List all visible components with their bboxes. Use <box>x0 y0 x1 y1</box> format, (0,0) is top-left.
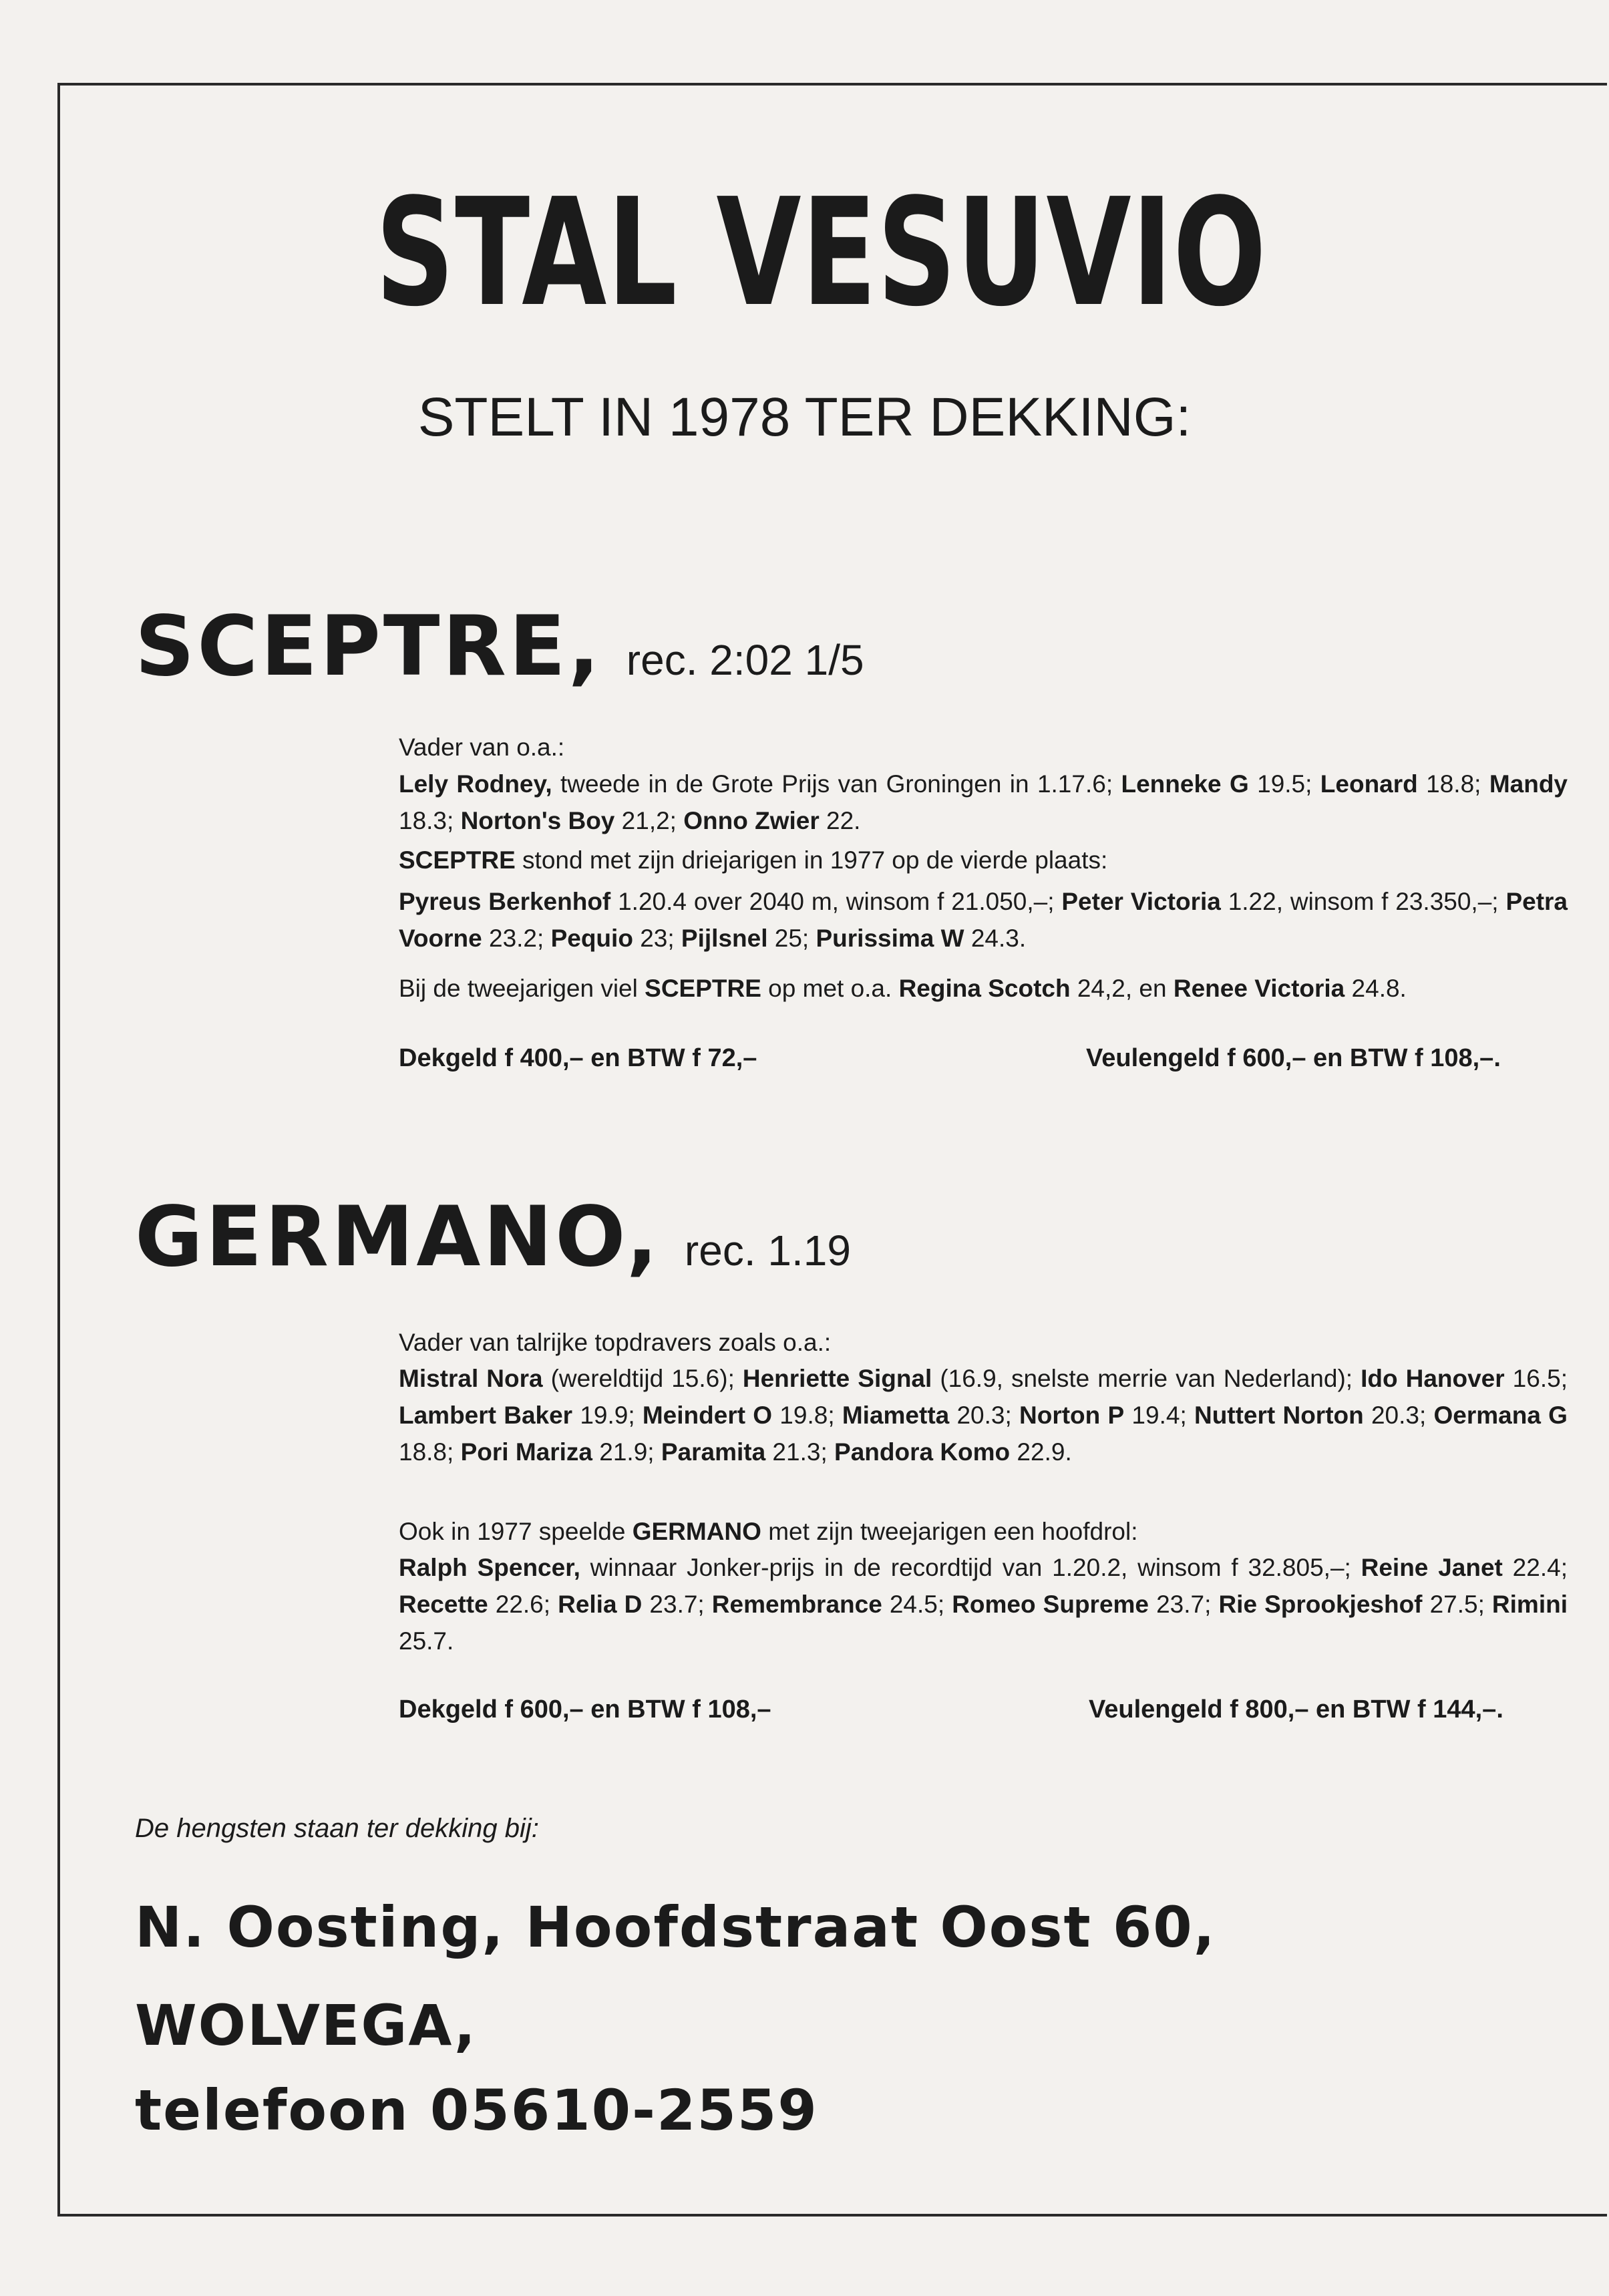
sceptre-heading <box>135 599 864 695</box>
location-intro: De hengsten staan ter dekking bij: <box>135 1814 539 1843</box>
text-run: 25; <box>767 925 816 952</box>
text-run: 21.9; <box>592 1438 661 1466</box>
bold-run: Recette <box>399 1591 488 1618</box>
text-run: 21.3; <box>765 1438 835 1466</box>
bold-run: Onno Zwier <box>683 807 820 834</box>
text-run: 23.7; <box>1149 1591 1219 1618</box>
germano-offspring-paragraph <box>399 1360 1568 1470</box>
bold-run: Rie Sprookjeshof <box>1218 1591 1423 1618</box>
bold-run: Lenneke G <box>1121 770 1249 798</box>
bold-run: Norton's Boy <box>460 807 615 834</box>
bold-run: Petra Voorne <box>399 888 1568 952</box>
sceptre-two-year-olds <box>399 970 1568 1007</box>
germano-two-year-olds-intro <box>399 1513 1568 1550</box>
text-run: 19.4; <box>1124 1402 1194 1429</box>
bold-run: Renee Victoria <box>1173 975 1345 1002</box>
bold-run: Purissima W <box>816 925 964 952</box>
text-run: 18.8; <box>1417 770 1489 798</box>
text-run: 24.8. <box>1345 975 1407 1002</box>
text-run: op met o.a. <box>761 975 899 1002</box>
text-run: 19.5; <box>1248 770 1320 798</box>
text-run: 19.9; <box>572 1402 643 1429</box>
sceptre-record: rec. 2:02 1/5 <box>626 636 864 684</box>
bold-run: Romeo Supreme <box>952 1591 1149 1618</box>
sceptre-three-year-olds-list <box>399 883 1568 957</box>
bold-run: Leonard <box>1320 770 1418 798</box>
bold-run: SCEPTRE <box>645 975 761 1002</box>
bold-run: Ralph Spencer, <box>399 1554 580 1581</box>
text-run: 22. <box>819 807 861 834</box>
text-run: 20.3; <box>1363 1402 1434 1429</box>
text-run: 23.2; <box>482 925 551 952</box>
address-line-2: WOLVEGA, <box>135 1993 477 2058</box>
bold-run: Remembrance <box>711 1591 882 1618</box>
text-run: Bij de tweejarigen viel <box>399 975 645 1002</box>
text-run: 25.7. <box>399 1627 454 1655</box>
text-run: 22.9. <box>1010 1438 1072 1466</box>
bold-run: Nuttert Norton <box>1194 1402 1364 1429</box>
sceptre-stud-fee: Dekgeld f 400,– en BTW f 72,– <box>399 1044 757 1072</box>
germano-record: rec. 1.19 <box>684 1226 851 1275</box>
bold-run: Norton P <box>1019 1402 1125 1429</box>
text-run: 1.22, winsom f 23.350,–; <box>1220 888 1506 915</box>
bold-run: Oermana G <box>1433 1402 1568 1429</box>
bold-run: Pyreus Berkenhof <box>399 888 611 915</box>
bold-run: Ido Hanover <box>1361 1365 1505 1392</box>
bold-run: Miametta <box>842 1402 950 1429</box>
germano-stud-fee: Dekgeld f 600,– en BTW f 108,– <box>399 1695 771 1724</box>
germano-intro: Vader van talrijke topdravers zoals o.a.: <box>399 1329 832 1356</box>
address-line-1: N. Oosting, Hoofdstraat Oost 60, <box>135 1895 1216 1960</box>
text-run: 22.4; <box>1502 1554 1568 1581</box>
sceptre-intro: Vader van o.a.: <box>399 733 565 761</box>
bold-run: Relia D <box>558 1591 643 1618</box>
bold-run: Lely Rodney, <box>399 770 552 798</box>
text-run: 20.3; <box>949 1402 1020 1429</box>
bold-run: Henriette Signal <box>742 1365 932 1392</box>
text-run: 27.5; <box>1422 1591 1492 1618</box>
text-run: 22.6; <box>488 1591 558 1618</box>
text-run: 24.3. <box>964 925 1027 952</box>
bold-run: Pijlsnel <box>681 925 768 952</box>
page-title: STAL VESUVIO <box>375 167 1267 339</box>
text-run: 1.20.4 over 2040 m, winsom f 21.050,–; <box>610 888 1062 915</box>
text-run: 16.5; <box>1504 1365 1568 1392</box>
text-run: tweede in de Grote Prijs van Groningen in 1.17.6; <box>552 770 1121 798</box>
bold-run: GERMANO <box>632 1518 761 1545</box>
bold-run: Mistral Nora <box>399 1365 543 1392</box>
bold-run: SCEPTRE <box>399 846 516 874</box>
text-run: (wereldtijd 15.6); <box>542 1365 743 1392</box>
text-run: 23.7; <box>642 1591 712 1618</box>
bold-run: Pandora Komo <box>834 1438 1011 1466</box>
text-run: 18.8; <box>399 1438 461 1466</box>
germano-heading <box>135 1189 851 1285</box>
bold-run: Paramita <box>661 1438 766 1466</box>
sceptre-name: SCEPTRE, <box>135 599 602 695</box>
germano-foal-fee: Veulengeld f 800,– en BTW f 144,–. <box>1089 1695 1503 1724</box>
bold-run: Peter Victoria <box>1061 888 1221 915</box>
germano-two-year-olds-list <box>399 1549 1568 1659</box>
germano-name: GERMANO, <box>135 1189 661 1285</box>
text-run: stond met zijn driejarigen in 1977 op de vierde plaats: <box>515 846 1108 874</box>
text-run: 24.5; <box>882 1591 952 1618</box>
text-run: 24,2, en <box>1070 975 1174 1002</box>
bold-run: Meindert O <box>642 1402 773 1429</box>
bold-run: Regina Scotch <box>898 975 1071 1002</box>
text-run: 19.8; <box>772 1402 842 1429</box>
page-subtitle: STELT IN 1978 TER DEKKING: <box>417 387 1192 448</box>
text-run: winnaar Jonker-prijs in de recordtijd van 1.20.2, winsom f 32.805,–; <box>580 1554 1361 1581</box>
bold-run: Mandy <box>1489 770 1568 798</box>
text-run: met zijn tweejarigen een hoofdrol: <box>761 1518 1138 1545</box>
sceptre-three-year-olds-intro <box>399 842 1568 878</box>
text-run: (16.9, snelste merrie van Nederland); <box>932 1365 1361 1392</box>
bold-run: Reine Janet <box>1361 1554 1503 1581</box>
bold-run: Pequio <box>550 925 633 952</box>
bold-run: Pori Mariza <box>460 1438 592 1466</box>
bold-run: Rimini <box>1491 1591 1568 1618</box>
phone-line: telefoon 05610-2559 <box>135 2078 818 2143</box>
text-run: 21,2; <box>614 807 684 834</box>
sceptre-offspring-paragraph <box>399 766 1568 839</box>
text-run: 18.3; <box>399 807 461 834</box>
text-run: 23; <box>633 925 681 952</box>
bold-run: Lambert Baker <box>399 1402 573 1429</box>
sceptre-foal-fee: Veulengeld f 600,– en BTW f 108,–. <box>1086 1044 1501 1072</box>
text-run: Ook in 1977 speelde <box>399 1518 633 1545</box>
